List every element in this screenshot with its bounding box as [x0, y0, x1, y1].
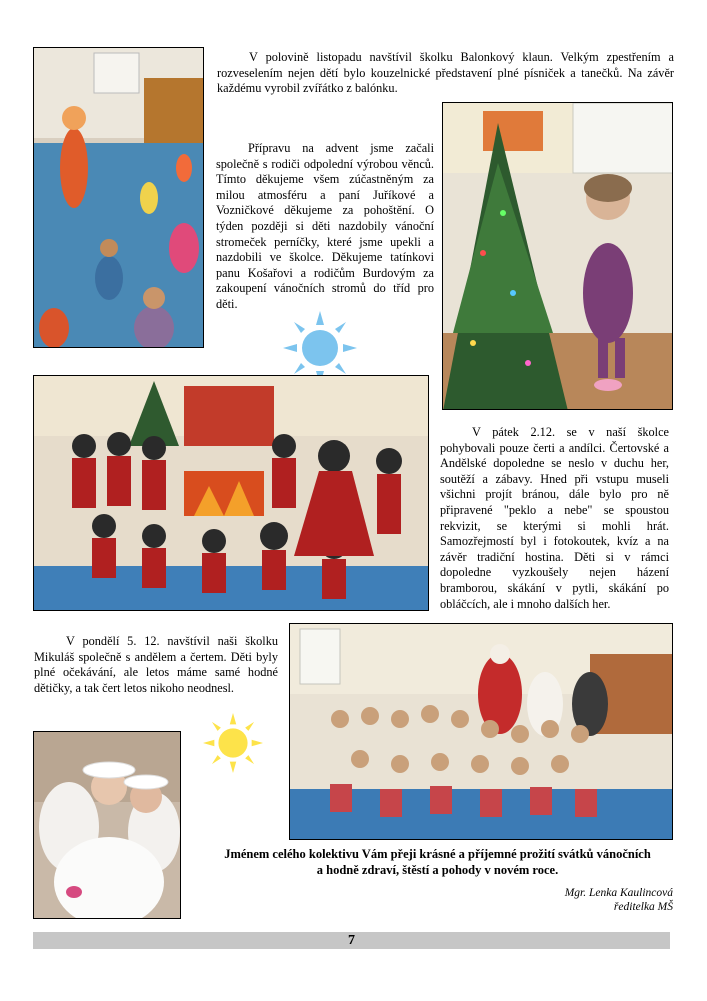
page-number: 7 — [348, 933, 355, 948]
photo-devils-angels — [33, 375, 429, 611]
photo-christmas-tree-image — [443, 103, 673, 410]
paragraph-mikulas: V pondělí 5. 12. navštívil naši školku Mikuláš společně s andělem a čertem. Děti byly plné očekávání, ale letos máme samé hodné dětičky, a tak čert letos nikoho neodnesl. — [34, 634, 278, 695]
photo-christmas-tree — [442, 102, 673, 410]
closing-line-1: Jménem celého kolektivu Vám přeji krásné a příjemné prožití svátků vánočních — [224, 847, 651, 861]
photo-balloon-clown — [33, 47, 204, 348]
photo-mikulas-group — [289, 623, 673, 840]
blue-sun-icon — [283, 311, 357, 385]
photo-mikulas-group-image — [290, 624, 673, 840]
paragraph-balloon-clown: V polovině listopadu navštívil školku Balonkový klaun. Velkým zpestřením a rozveselením nejen dětí bylo kouzelnické představení plné písniček a tanečků. Na závěr každému vyrobil zvířátko z balónku. — [217, 50, 674, 96]
photo-angel-girls-image — [34, 732, 181, 919]
closing-wishes — [205, 846, 670, 878]
paragraph-devils-angels: V pátek 2.12. se v naší školce pohybovali pouze čerti a andílci. Čertovské a Andělské dopoledne se neslo v duchu her, soutěží a zábavy. Hned při vstupu museli všichni projít bránou, dále bylo pro ně připravené "peklo a nebe" se spoustou rekvizit, se kterými si mohli hrát. Samozřejmostí byl i fotokoutek, kvíz a na závěr tradiční hostina. Děti si v rámci dopoledne vyzkoušely nejen házení bramborou, skákání v pytli, skákání po obláčcích, ale i mnoho dalších her. — [440, 425, 669, 611]
photo-devils-angels-image — [34, 376, 429, 611]
closing-line-2: a hodně zdraví, štěstí a pohody v novém roce. — [316, 863, 559, 877]
signature-role: ředitelka MŠ — [613, 901, 673, 913]
paragraph-advent: Přípravu na advent jsme začali společně s rodiči odpolední výrobou věnců. Tímto děkujeme všem zúčastněným za milou atmosféru a paní Juříkové a Vozničkové děkujeme za pohoštění. O týden později si děti nazdobily vánoční stromeček perníčky, které jsme upekli a nazdobili ve školce. Děkujeme tatínkovi panu Košařovi a rodičům Burdovým za zakoupení vánočních stromů do tříd pro děti. — [216, 141, 434, 311]
signature-name: Mgr. Lenka Kaulincová — [564, 887, 673, 899]
yellow-sun-icon — [203, 713, 263, 773]
photo-balloon-clown-image — [34, 48, 204, 348]
footer-bar — [33, 932, 670, 949]
photo-angel-girls — [33, 731, 181, 919]
